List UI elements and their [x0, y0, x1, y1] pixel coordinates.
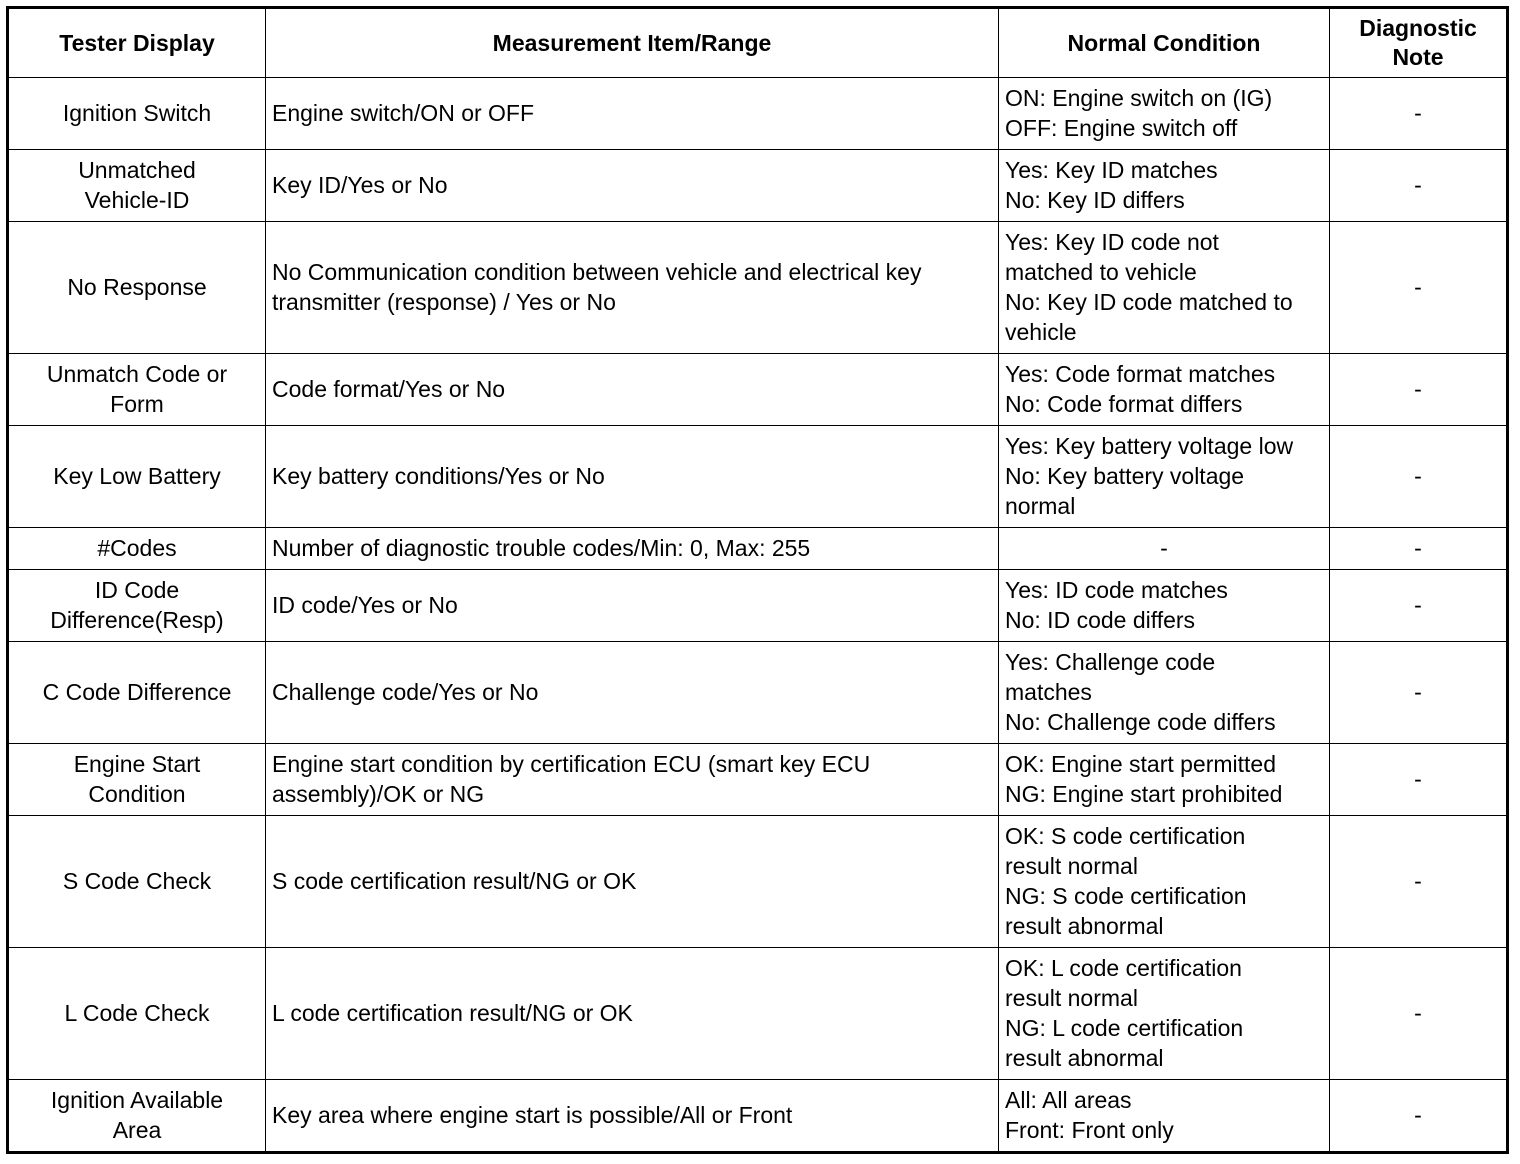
normal-condition-cell-line: - [1160, 535, 1168, 561]
measurement-item-cell [266, 150, 999, 222]
table-row [8, 528, 1508, 570]
header-measurement-item: Measurement Item/Range [266, 8, 999, 78]
tester-display-cell [8, 426, 266, 528]
measurement-item-cell-line: ID code/Yes or No [272, 592, 458, 618]
normal-condition-cell-line: Yes: Challenge code [1005, 649, 1216, 675]
table-row [8, 150, 1508, 222]
normal-condition-cell-line: OK: L code certification [1005, 955, 1242, 981]
tester-display-cell [8, 816, 266, 948]
normal-condition-cell [999, 426, 1330, 528]
tester-display-cell-line: Area [112, 1117, 162, 1143]
normal-condition-cell [999, 150, 1330, 222]
measurement-item-cell [266, 948, 999, 1080]
measurement-item-cell [266, 78, 999, 150]
normal-condition-cell-line: vehicle [1005, 319, 1077, 345]
normal-condition-cell-line: OK: S code certification [1005, 823, 1246, 849]
measurement-item-cell-line: Key battery conditions/Yes or No [272, 463, 605, 489]
diagnostic-note-cell: - [1330, 354, 1508, 426]
normal-condition-cell-line: No: ID code differs [1005, 607, 1196, 633]
measurement-item-cell [266, 528, 999, 570]
normal-condition-cell-line: Yes: Key ID code not [1005, 229, 1219, 255]
diagnostic-note-cell: - [1330, 816, 1508, 948]
normal-condition-cell [999, 354, 1330, 426]
tester-display-cell-line: Ignition Switch [62, 100, 212, 126]
normal-condition-cell-line: No: Key battery voltage [1005, 463, 1245, 489]
tester-display-cell-line: Form [110, 391, 164, 417]
diagnostic-note-cell: - [1330, 528, 1508, 570]
header-row [8, 8, 1508, 78]
normal-condition-cell [999, 570, 1330, 642]
tester-display-cell-line: Condition [88, 781, 186, 807]
measurement-item-cell-line: Key ID/Yes or No [272, 172, 448, 198]
header-diagnostic-note [1330, 8, 1508, 78]
table-row [8, 426, 1508, 528]
tester-display-cell [8, 744, 266, 816]
normal-condition-cell-line: normal [1005, 493, 1076, 519]
diagnostic-note-cell: - [1330, 642, 1508, 744]
normal-condition-cell-line: All: All areas [1005, 1087, 1132, 1113]
normal-condition-cell-line: result normal [1005, 985, 1138, 1011]
measurement-item-cell [266, 570, 999, 642]
measurement-item-cell [266, 222, 999, 354]
normal-condition-cell-line: result abnormal [1005, 913, 1164, 939]
tester-display-cell-line: No Response [67, 274, 207, 300]
tester-display-cell-line: Engine Start [73, 751, 201, 777]
normal-condition-cell-line: matches [1005, 679, 1092, 705]
tester-display-cell [8, 222, 266, 354]
measurement-item-cell-line: Challenge code/Yes or No [272, 679, 539, 705]
tester-display-cell-line: Difference(Resp) [50, 607, 224, 633]
normal-condition-cell-line: No: Code format differs [1005, 391, 1243, 417]
normal-condition-cell [999, 222, 1330, 354]
tester-display-cell-line: ID Code [94, 577, 180, 603]
tester-display-cell [8, 78, 266, 150]
measurement-item-cell-line: No Communication condition between vehicle and electrical key [272, 259, 922, 285]
normal-condition-cell-line: Yes: Key battery voltage low [1005, 433, 1294, 459]
tester-display-cell-line: L Code Check [64, 1000, 210, 1026]
tester-display-cell-line: C Code Difference [42, 679, 232, 705]
measurement-item-cell [266, 426, 999, 528]
normal-condition-cell [999, 528, 1330, 570]
table-row [8, 816, 1508, 948]
normal-condition-cell [999, 744, 1330, 816]
normal-condition-cell [999, 816, 1330, 948]
tester-display-cell [8, 150, 266, 222]
normal-condition-cell-line: Yes: ID code matches [1005, 577, 1228, 603]
diagnostic-note-cell: - [1330, 78, 1508, 150]
tester-display-cell-line: S Code Check [62, 868, 212, 894]
normal-condition-cell [999, 78, 1330, 150]
measurement-item-cell [266, 354, 999, 426]
normal-condition-cell-line: No: Key ID differs [1005, 187, 1185, 213]
tester-display-cell [8, 642, 266, 744]
normal-condition-cell-line: OK: Engine start permitted [1005, 751, 1277, 777]
table-row [8, 642, 1508, 744]
table-row [8, 744, 1508, 816]
tester-display-cell-line: Vehicle-ID [84, 187, 190, 213]
normal-condition-cell-line: result abnormal [1005, 1045, 1164, 1071]
normal-condition-cell-line: matched to vehicle [1005, 259, 1197, 285]
tester-display-cell-line: Ignition Available [50, 1087, 224, 1113]
measurement-item-cell-line: Key area where engine start is possible/All or Front [272, 1102, 793, 1128]
table-row [8, 1080, 1508, 1153]
measurement-item-cell-line: Engine start condition by certification ECU (smart key ECU [272, 751, 871, 777]
measurement-item-cell-line: Code format/Yes or No [272, 376, 506, 402]
table-row [8, 570, 1508, 642]
measurement-item-cell [266, 1080, 999, 1153]
normal-condition-cell [999, 948, 1330, 1080]
header-tester-display: Tester Display [8, 8, 266, 78]
measurement-item-cell-line: L code certification result/NG or OK [272, 1000, 633, 1026]
measurement-item-cell-line: assembly)/OK or NG [272, 781, 485, 807]
table-row [8, 354, 1508, 426]
normal-condition-cell-line: Yes: Code format matches [1005, 361, 1276, 387]
diagnostic-note-cell: - [1330, 570, 1508, 642]
tester-display-cell [8, 1080, 266, 1153]
table-row [8, 222, 1508, 354]
diagnostic-note-cell: - [1330, 426, 1508, 528]
diagnostic-note-cell: - [1330, 744, 1508, 816]
tester-display-cell [8, 528, 266, 570]
data-list-sheet [6, 6, 1509, 1154]
header-diagnostic-note-line: Diagnostic [1359, 15, 1477, 41]
normal-condition-cell [999, 642, 1330, 744]
diagnostic-note-cell: - [1330, 222, 1508, 354]
diagnostic-note-cell: - [1330, 150, 1508, 222]
normal-condition-cell-line: NG: L code certification [1005, 1015, 1244, 1041]
normal-condition-cell-line: No: Challenge code differs [1005, 709, 1276, 735]
diagnostic-note-cell: - [1330, 948, 1508, 1080]
tester-display-cell [8, 948, 266, 1080]
data-list-table [6, 6, 1509, 1154]
measurement-item-cell [266, 816, 999, 948]
tester-display-cell-line: Unmatch Code or [46, 361, 228, 387]
tester-display-cell [8, 354, 266, 426]
measurement-item-cell [266, 744, 999, 816]
normal-condition-cell-line: Front: Front only [1005, 1117, 1174, 1143]
table-row [8, 78, 1508, 150]
normal-condition-cell-line: NG: S code certification [1005, 883, 1247, 909]
tester-display-cell-line: Key Low Battery [53, 463, 221, 489]
tester-display-cell-line: Unmatched [78, 157, 196, 183]
measurement-item-cell-line: Number of diagnostic trouble codes/Min: 0, Max: 255 [272, 535, 811, 561]
header-diagnostic-note-line: Note [1392, 44, 1444, 70]
normal-condition-cell-line: ON: Engine switch on (IG) [1005, 85, 1273, 111]
measurement-item-cell [266, 642, 999, 744]
normal-condition-cell-line: OFF: Engine switch off [1005, 115, 1238, 141]
table-row [8, 948, 1508, 1080]
measurement-item-cell-line: S code certification result/NG or OK [272, 868, 637, 894]
normal-condition-cell-line: Yes: Key ID matches [1005, 157, 1218, 183]
diagnostic-note-cell: - [1330, 1080, 1508, 1153]
table-body [8, 78, 1508, 1153]
normal-condition-cell-line: NG: Engine start prohibited [1005, 781, 1283, 807]
tester-display-cell-line: #Codes [97, 535, 177, 561]
header-normal-condition: Normal Condition [999, 8, 1330, 78]
tester-display-cell [8, 570, 266, 642]
normal-condition-cell-line: result normal [1005, 853, 1138, 879]
normal-condition-cell [999, 1080, 1330, 1153]
normal-condition-cell-line: No: Key ID code matched to [1005, 289, 1293, 315]
measurement-item-cell-line: Engine switch/ON or OFF [272, 100, 535, 126]
measurement-item-cell-line: transmitter (response) / Yes or No [272, 289, 616, 315]
